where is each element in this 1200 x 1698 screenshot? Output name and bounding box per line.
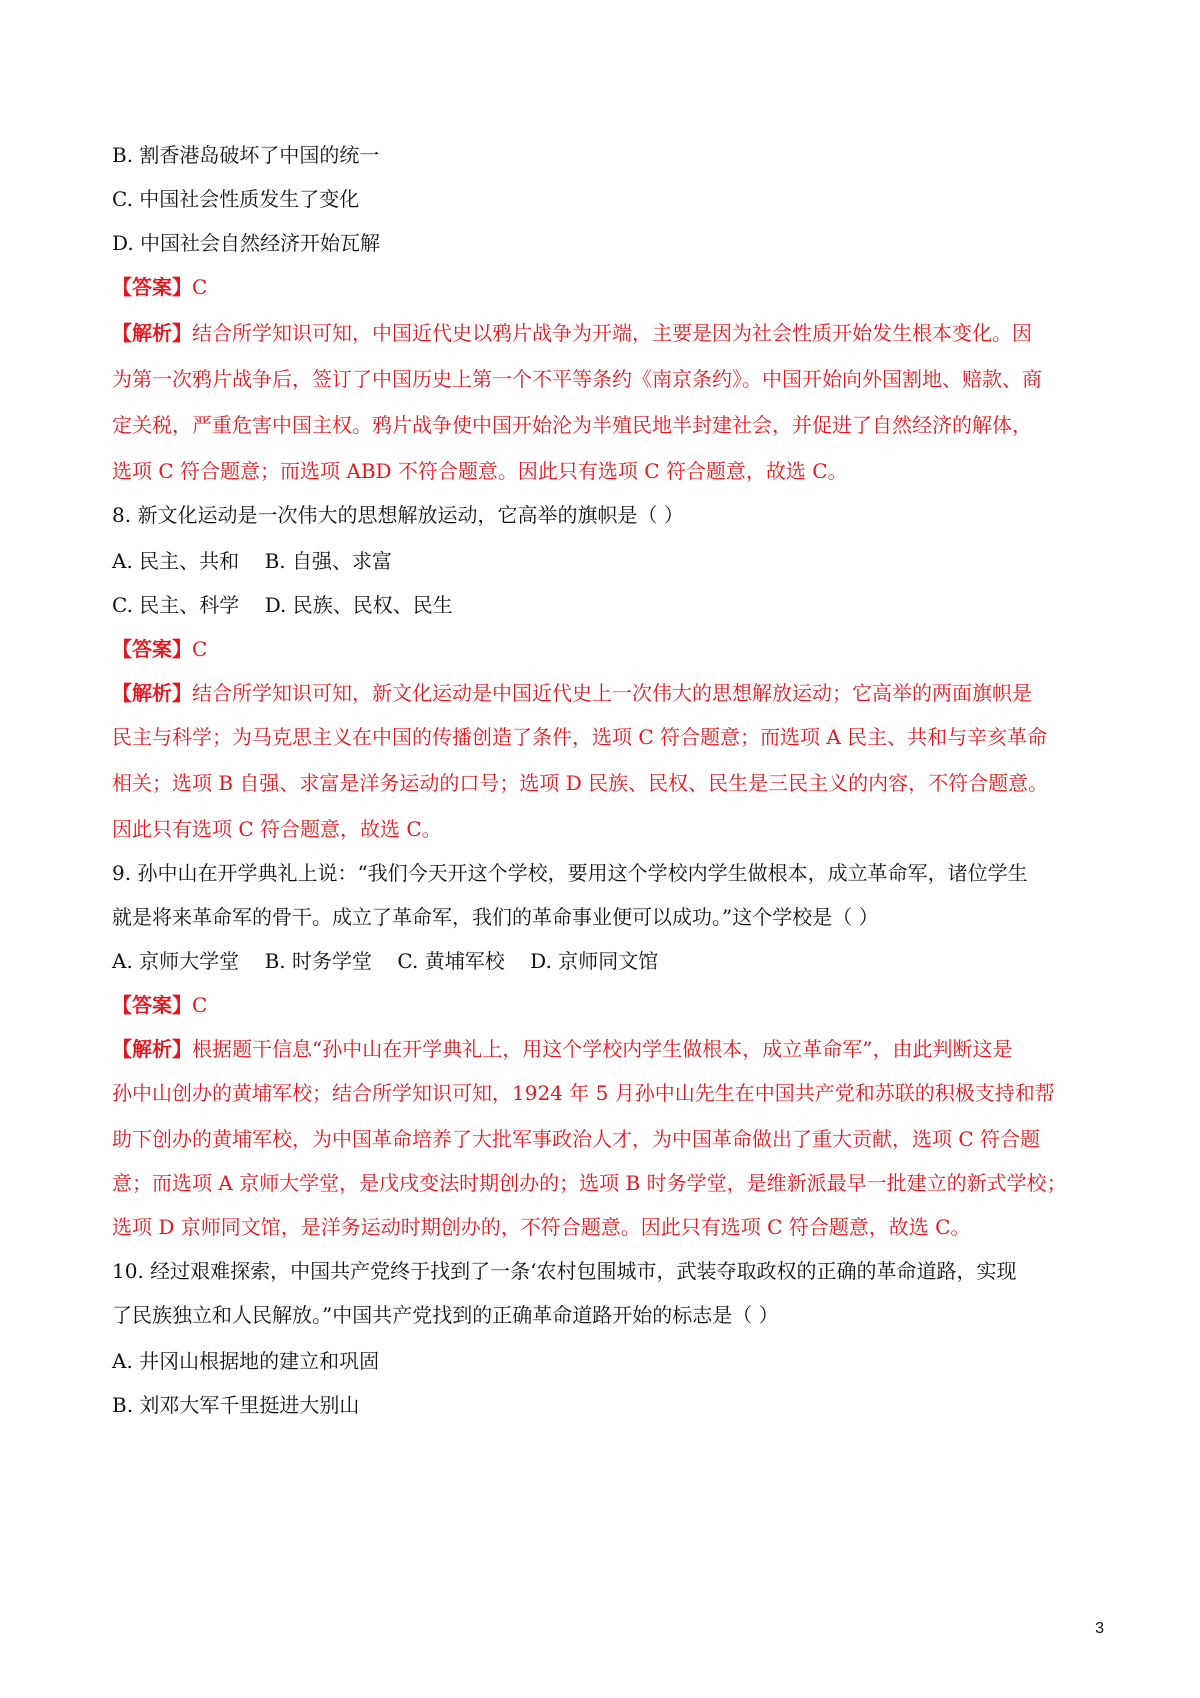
analysis-text: 结合所学知识可知，中国近代史以鸦片战争为开端，主要是因为社会性质开始发生根本变化。因 [192, 321, 1032, 345]
page-number: 3 [1095, 1620, 1104, 1637]
q9-analysis-line-2: 孙中山创办的黄埔军校；结合所学知识可知，1924 年 5 月孙中山先生在中国共产党和苏联的积极支持和帮 [112, 1081, 1055, 1105]
q9-analysis-line-3: 助下创办的黄埔军校，为中国革命培养了大批军事政治人才，为中国革命做出了重大贡献，选项 C 符合题 [112, 1127, 1041, 1151]
q9-stem-line-2: 就是将来革命军的骨干。成立了革命军，我们的革命事业便可以成功。”这个学校是（ ） [112, 905, 879, 929]
q8-stem: 8. 新文化运动是一次伟大的思想解放运动，它高举的旗帜是（ ） [112, 503, 684, 527]
analysis-text: 根据题干信息“孙中山在开学典礼上，用这个学校内学生做根本，成立革命军”，由此判断这是 [192, 1037, 1013, 1061]
q7-analysis-line-4: 选项 C 符合题意；而选项 ABD 不符合题意。因此只有选项 C 符合题意，故选 C。 [112, 459, 848, 483]
answer-value: C [192, 993, 208, 1017]
answer-tag: 【答案】 [112, 637, 192, 661]
q10-option-b: B. 刘邓大军千里挺进大别山 [112, 1393, 360, 1417]
answer-value: C [192, 275, 208, 299]
analysis-tag: 【解析】 [112, 321, 192, 345]
q9-analysis-line-4: 意；而选项 A 京师大学堂，是戊戌变法时期创办的；选项 B 时务学堂，是维新派最早一批建立的新式学校； [112, 1171, 1067, 1195]
analysis-text: 结合所学知识可知，新文化运动是中国近代史上一次伟大的思想解放运动；它高举的两面旗帜是 [192, 681, 1032, 705]
answer-tag: 【答案】 [112, 275, 192, 299]
q7-option-d: D. 中国社会自然经济开始瓦解 [112, 231, 381, 255]
q9-stem-line-1: 9. 孙中山在开学典礼上说：“我们今天开这个学校，要用这个学校内学生做根本，成立革命军，诸位学生 [112, 861, 1028, 885]
q7-analysis-line-2: 为第一次鸦片战争后，签订了中国历史上第一个不平等条约《南京条约》。中国开始向外国割地、赔款、商 [112, 367, 1042, 391]
q8-options-row-1: A. 民主、共和 B. 自强、求富 [112, 549, 392, 573]
q8-analysis-line-3: 相关；选项 B 自强、求富是洋务运动的口号；选项 D 民族、民权、民生是三民主义的内容，不符合题意。 [112, 771, 1049, 795]
q8-options-row-2: C. 民主、科学 D. 民族、民权、民生 [112, 593, 453, 617]
q9-options-row: A. 京师大学堂 B. 时务学堂 C. 黄埔军校 D. 京师同文馆 [112, 949, 659, 973]
q7-answer [112, 272, 207, 302]
answer-value: C [192, 637, 208, 661]
q8-analysis-line-2: 民主与科学；为马克思主义在中国的传播创造了条件，选项 C 符合题意；而选项 A 民主、共和与辛亥革命 [112, 725, 1048, 749]
q7-analysis-line-1 [112, 318, 1032, 348]
q10-stem-line-2: 了民族独立和人民解放。”中国共产党找到的正确革命道路开始的标志是（ ） [112, 1303, 779, 1327]
q7-option-b: B. 割香港岛破坏了中国的统一 [112, 143, 380, 167]
q9-analysis-line-1 [112, 1034, 1012, 1064]
analysis-tag: 【解析】 [112, 681, 192, 705]
q8-analysis-line-1 [112, 678, 1032, 708]
q7-option-c: C. 中国社会性质发生了变化 [112, 187, 360, 211]
q7-analysis-line-3: 定关税，严重危害中国主权。鸦片战争使中国开始沦为半殖民地半封建社会，并促进了自然经济的解体， [112, 413, 1032, 437]
q8-analysis-line-4: 因此只有选项 C 符合题意，故选 C。 [112, 817, 442, 841]
answer-tag: 【答案】 [112, 993, 192, 1017]
analysis-tag: 【解析】 [112, 1037, 192, 1061]
q9-analysis-line-5: 选项 D 京师同文馆，是洋务运动时期创办的，不符合题意。因此只有选项 C 符合题意，故选 C。 [112, 1215, 971, 1239]
q9-answer [112, 990, 207, 1020]
q8-answer [112, 634, 207, 664]
q10-option-a: A. 井冈山根据地的建立和巩固 [112, 1349, 380, 1373]
q10-stem-line-1: 10. 经过艰难探索，中国共产党终于找到了一条‘农村包围城市，武装夺取政权的正确的革命道路，实现 [112, 1259, 1017, 1283]
